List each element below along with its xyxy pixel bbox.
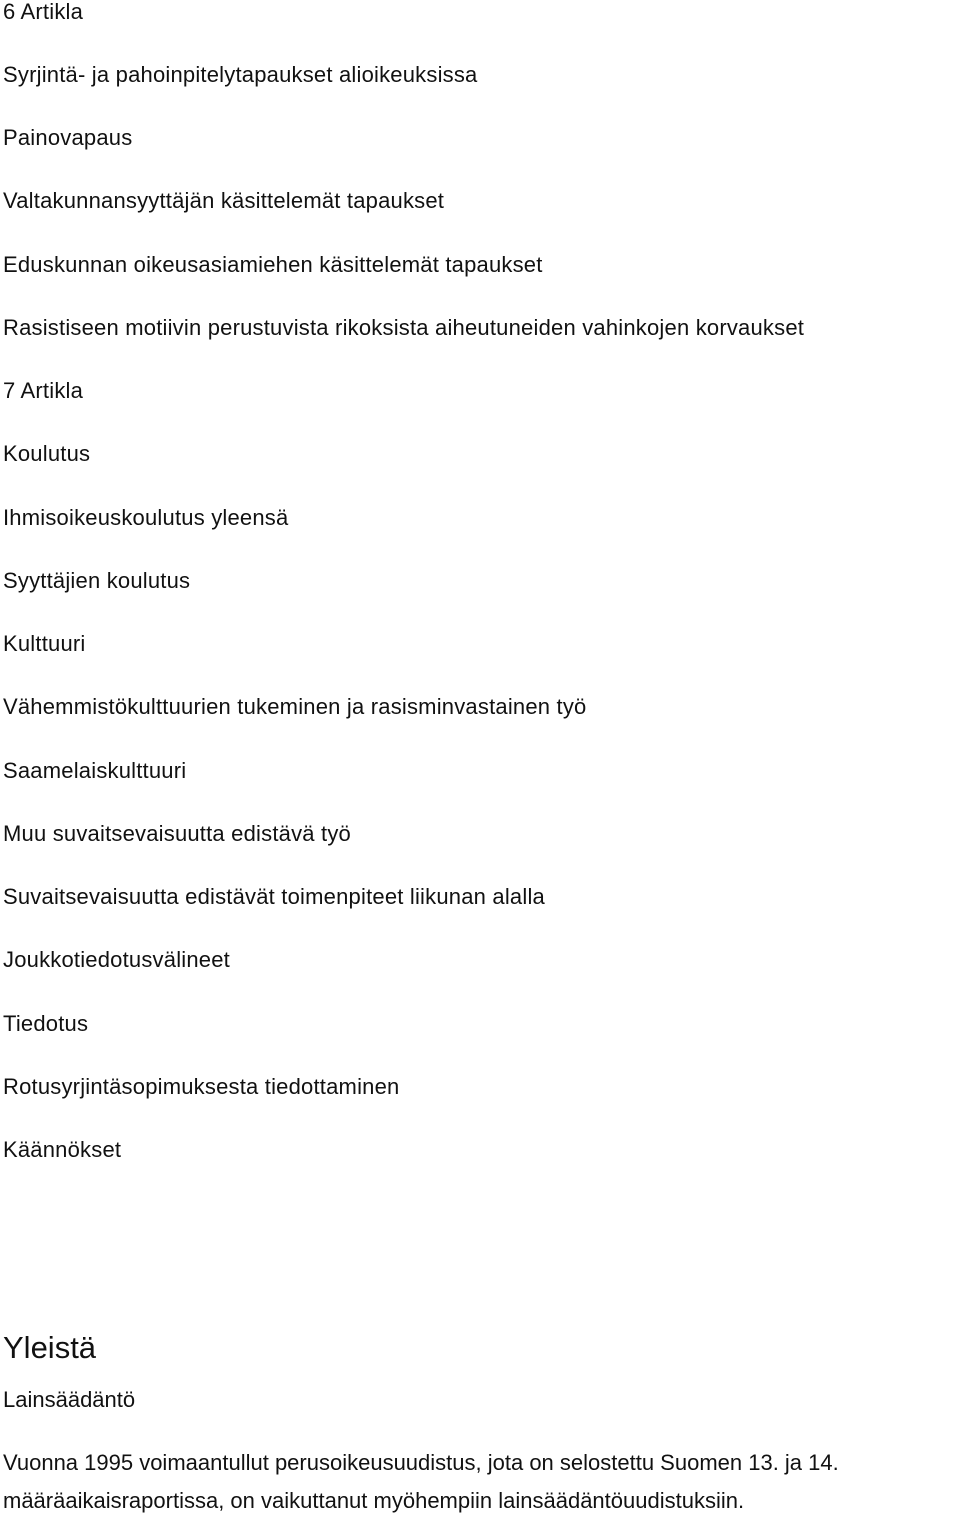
toc-item: Painovapaus bbox=[3, 125, 133, 150]
section-subtitle: Lainsäädäntö bbox=[3, 1387, 136, 1412]
toc-item: Suvaitsevaisuutta edistävät toimenpiteet liikunan alalla bbox=[3, 884, 545, 909]
paragraph-line: määräaikaisraportissa, on vaikuttanut myöhempiin lainsäädäntöuudistuksiin. bbox=[3, 1488, 745, 1513]
section-title: Yleistä bbox=[3, 1330, 97, 1365]
toc-item: Rasistiseen motiivin perustuvista rikoksista aiheutuneiden vahinkojen korvaukset bbox=[3, 315, 805, 340]
toc-item: Syrjintä- ja pahoinpitelytapaukset alioikeuksissa bbox=[3, 62, 478, 87]
toc-item: Rotusyrjintäsopimuksesta tiedottaminen bbox=[3, 1074, 400, 1099]
toc-item: Eduskunnan oikeusasiamiehen käsittelemät tapaukset bbox=[3, 252, 543, 277]
toc-item: Saamelaiskulttuuri bbox=[3, 758, 187, 783]
toc-item: Valtakunnansyyttäjän käsittelemät tapaukset bbox=[3, 188, 445, 213]
toc-item: Syyttäjien koulutus bbox=[3, 568, 191, 593]
toc-item: Kulttuuri bbox=[3, 631, 86, 656]
toc-item: Joukkotiedotusvälineet bbox=[3, 947, 230, 972]
toc-item: Muu suvaitsevaisuutta edistävä työ bbox=[3, 821, 351, 846]
toc-item: Vähemmistökulttuurien tukeminen ja rasisminvastainen työ bbox=[3, 694, 587, 719]
toc-item: Tiedotus bbox=[3, 1011, 89, 1036]
toc-item: Käännökset bbox=[3, 1137, 122, 1162]
toc-item-7-artikla: 7 Artikla bbox=[3, 378, 84, 403]
toc-item: Ihmisoikeuskoulutus yleensä bbox=[3, 505, 289, 530]
paragraph-line: Vuonna 1995 voimaantullut perusoikeusuudistus, jota on selostettu Suomen 13. ja 14. bbox=[3, 1450, 839, 1475]
toc-item-6-artikla: 6 Artikla bbox=[3, 0, 84, 24]
toc-item: Koulutus bbox=[3, 441, 91, 466]
